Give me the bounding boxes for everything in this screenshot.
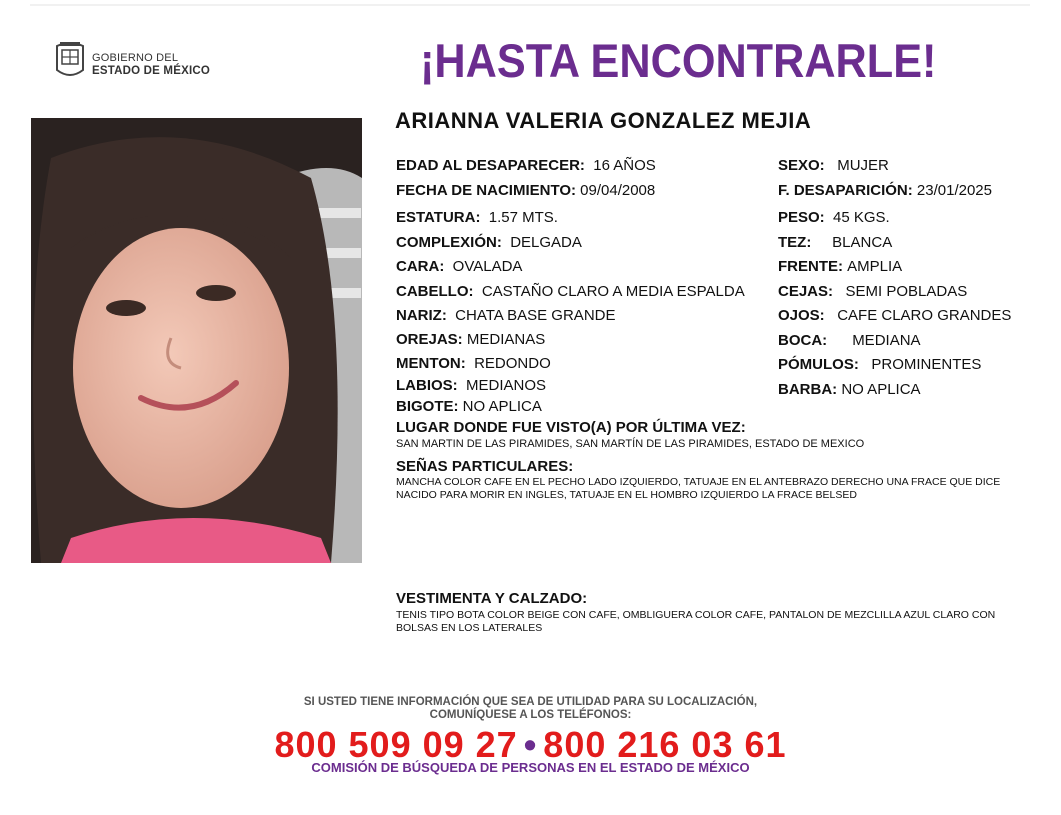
person-name: ARIANNA VALERIA GONZALEZ MEJIA	[395, 108, 812, 133]
distinguishing-marks-line-2: NACIDO PARA MORIR EN INGLES, TATUAJE EN EL HOMBRO IZQUIERDO LA FRACE BELSED	[396, 489, 857, 501]
distinguishing-marks-title: SEÑAS PARTICULARES:	[396, 458, 574, 475]
field-height: ESTATURA: 1.57 MTS.	[396, 209, 558, 226]
commission-name: COMISIÓN DE BÚSQUEDA DE PERSONAS EN EL ESTADO DE MÉXICO	[311, 760, 750, 775]
phone-2[interactable]: 800 216 03 61	[543, 724, 787, 765]
distinguishing-marks-line-1: MANCHA COLOR CAFE EN EL PECHO LADO IZQUIERDO, TATUAJE EN EL ANTEBRAZO DERECHO UNA FRACE QUE DICE	[396, 476, 1001, 488]
field-face: CARA: OVALADA	[396, 258, 523, 275]
headline: ¡HASTA ENCONTRARLE!	[420, 34, 937, 87]
phone-separator: •	[523, 724, 538, 765]
field-cheekbones: PÓMULOS: PROMINENTES	[778, 356, 982, 373]
clothing-line-2: BOLSAS EN LOS LATERALES	[396, 622, 543, 634]
field-lips: LABIOS: MEDIANOS	[396, 377, 547, 394]
clothing-title: VESTIMENTA Y CALZADO:	[396, 590, 588, 607]
last-seen-title: LUGAR DONDE FUE VISTO(A) POR ÚLTIMA VEZ:	[396, 419, 746, 436]
field-weight: PESO: 45 KGS.	[778, 209, 890, 226]
state-seal-icon	[54, 40, 86, 80]
field-age: EDAD AL DESAPARECER: 16 AÑOS	[396, 157, 656, 174]
field-eyes: OJOS: CAFE CLARO GRANDES	[778, 307, 1012, 324]
field-build: COMPLEXIÓN: DELGADA	[396, 234, 582, 251]
logo-line-2: ESTADO DE MÉXICO	[92, 65, 210, 77]
field-forehead: FRENTE: AMPLIA	[778, 258, 903, 275]
phone-1[interactable]: 800 509 09 27	[274, 724, 518, 765]
contact-info-line-2: COMUNÍQUESE A LOS TELÉFONOS:	[429, 709, 632, 721]
field-chin: MENTON: REDONDO	[396, 355, 551, 372]
field-mustache: BIGOTE: NO APLICA	[396, 398, 542, 415]
field-eyebrows: CEJAS: SEMI POBLADAS	[778, 283, 968, 300]
contact-info-line-1: SI USTED TIENE INFORMACIÓN QUE SEA DE UTILIDAD PARA SU LOCALIZACIÓN,	[303, 696, 758, 708]
government-logo	[54, 40, 224, 84]
field-nose: NARIZ: CHATA BASE GRANDE	[396, 307, 616, 324]
logo-line-1: GOBIERNO DEL	[92, 52, 179, 64]
field-disappearance-date: F. DESAPARICIÓN: 23/01/2025	[778, 182, 992, 199]
field-mouth: BOCA: MEDIANA	[778, 332, 921, 349]
field-sex: SEXO: MUJER	[778, 157, 889, 174]
field-complexion: TEZ: BLANCA	[778, 234, 893, 251]
top-border	[30, 4, 1030, 6]
contact-info	[0, 696, 1061, 722]
field-ears: OREJAS: MEDIANAS	[396, 331, 546, 348]
last-seen-text: SAN MARTIN DE LAS PIRAMIDES, SAN MARTÍN DE LAS PIRAMIDES, ESTADO DE MEXICO	[396, 438, 865, 450]
missing-person-photo	[31, 118, 362, 563]
field-birthdate: FECHA DE NACIMIENTO: 09/04/2008	[396, 182, 656, 199]
field-beard: BARBA: NO APLICA	[778, 381, 921, 398]
clothing-line-1: TENIS TIPO BOTA COLOR BEIGE CON CAFE, OMBLIGUERA COLOR CAFE, PANTALON DE MEZCLILLA AZUL CLARO CON	[396, 609, 996, 621]
portrait-image	[31, 118, 362, 563]
field-hair: CABELLO: CASTAÑO CLARO A MEDIA ESPALDA	[396, 283, 745, 300]
